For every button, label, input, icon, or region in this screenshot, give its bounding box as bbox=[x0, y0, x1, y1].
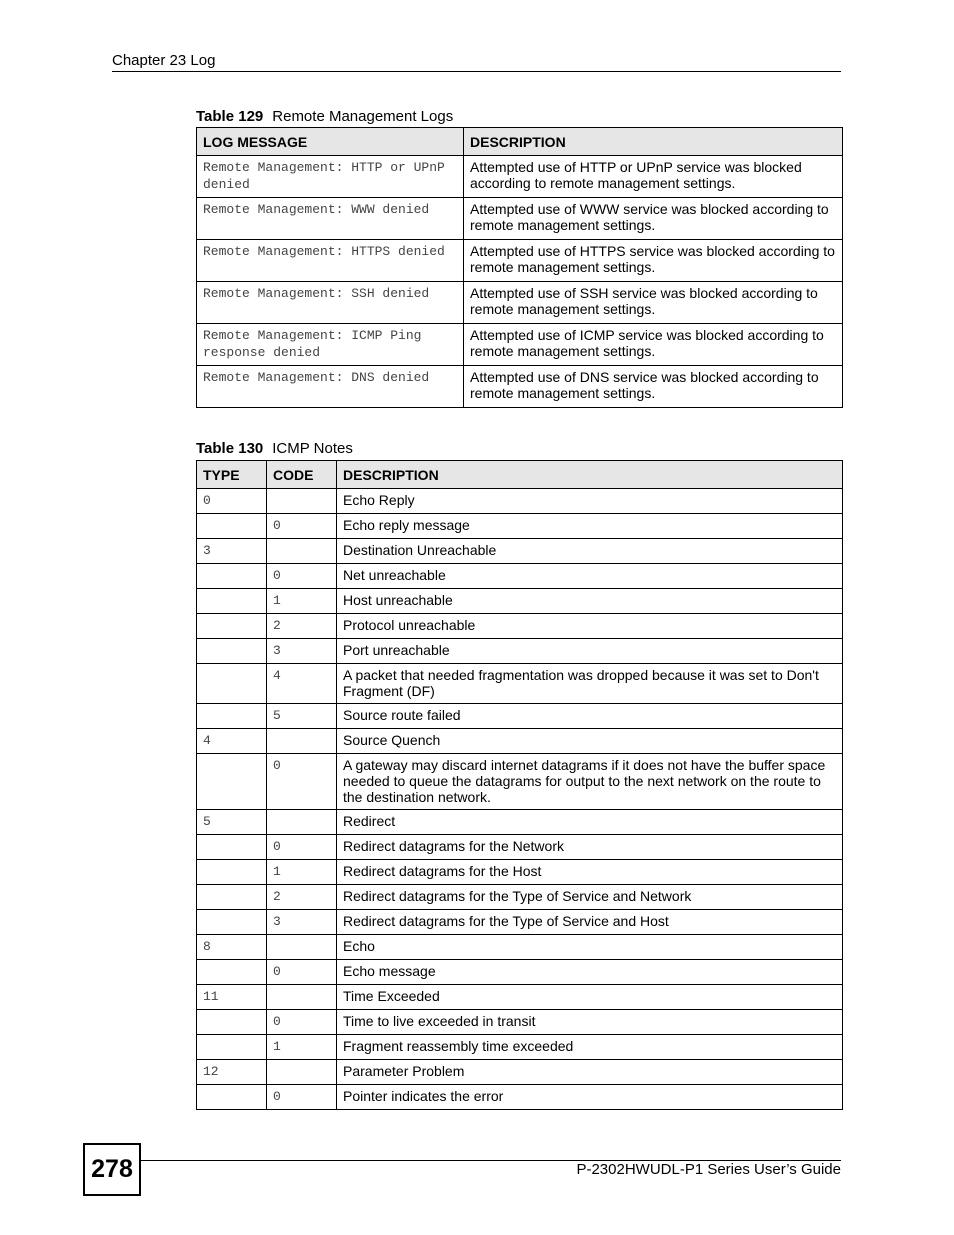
code-cell: 2 bbox=[267, 885, 337, 910]
description-cell: A gateway may discard internet datagrams if it does not have the buffer space needed to queue the datagrams for output to the next network on the route to the destination network. bbox=[337, 754, 843, 810]
table-row bbox=[197, 885, 843, 910]
description-cell: Pointer indicates the error bbox=[337, 1085, 843, 1110]
description-cell: Redirect datagrams for the Network bbox=[337, 835, 843, 860]
description-cell: Echo reply message bbox=[337, 514, 843, 539]
code-cell bbox=[267, 810, 337, 835]
table-129-caption bbox=[196, 108, 453, 126]
code-cell: 1 bbox=[267, 1035, 337, 1060]
description-cell: Protocol unreachable bbox=[337, 614, 843, 639]
table-row bbox=[197, 729, 843, 754]
type-cell: 0 bbox=[197, 489, 267, 514]
type-cell bbox=[197, 1010, 267, 1035]
description-cell: Attempted use of HTTPS service was blocked according to remote management settings. bbox=[464, 240, 843, 282]
code-cell: 0 bbox=[267, 754, 337, 810]
table-row bbox=[197, 282, 843, 324]
column-header-description: DESCRIPTION bbox=[337, 461, 843, 489]
table-row bbox=[197, 754, 843, 810]
table-row bbox=[197, 960, 843, 985]
table-129-number: Table 129 bbox=[196, 108, 264, 125]
type-cell: 3 bbox=[197, 539, 267, 564]
code-cell bbox=[267, 539, 337, 564]
table-row bbox=[197, 614, 843, 639]
log-message-cell: Remote Management: HTTPS denied bbox=[197, 240, 464, 282]
type-cell: 5 bbox=[197, 810, 267, 835]
type-cell bbox=[197, 614, 267, 639]
description-cell: Echo bbox=[337, 935, 843, 960]
guide-title: P-2302HWUDL-P1 Series User’s Guide bbox=[576, 1161, 841, 1178]
table-row bbox=[197, 985, 843, 1010]
description-cell: Port unreachable bbox=[337, 639, 843, 664]
table-row bbox=[197, 589, 843, 614]
description-cell: Echo message bbox=[337, 960, 843, 985]
description-cell: Echo Reply bbox=[337, 489, 843, 514]
log-message-cell: Remote Management: DNS denied bbox=[197, 366, 464, 408]
code-cell: 1 bbox=[267, 860, 337, 885]
type-cell bbox=[197, 835, 267, 860]
table-129-title: Remote Management Logs bbox=[272, 108, 454, 125]
column-header-log-message: LOG MESSAGE bbox=[197, 128, 464, 156]
table-row bbox=[197, 810, 843, 835]
log-message-cell: Remote Management: SSH denied bbox=[197, 282, 464, 324]
code-cell: 1 bbox=[267, 589, 337, 614]
table-130-caption bbox=[196, 440, 353, 458]
type-cell bbox=[197, 639, 267, 664]
description-cell: Net unreachable bbox=[337, 564, 843, 589]
code-cell: 0 bbox=[267, 835, 337, 860]
description-cell: Time to live exceeded in transit bbox=[337, 1010, 843, 1035]
type-cell: 11 bbox=[197, 985, 267, 1010]
description-cell: Redirect datagrams for the Host bbox=[337, 860, 843, 885]
description-cell: Redirect datagrams for the Type of Service and Network bbox=[337, 885, 843, 910]
description-cell: Attempted use of WWW service was blocked according to remote management settings. bbox=[464, 198, 843, 240]
type-cell bbox=[197, 910, 267, 935]
column-header-type: TYPE bbox=[197, 461, 267, 489]
type-cell bbox=[197, 1035, 267, 1060]
description-cell: Attempted use of ICMP service was blocked according to remote management settings. bbox=[464, 324, 843, 366]
table-row bbox=[197, 324, 843, 366]
code-cell bbox=[267, 729, 337, 754]
code-cell: 0 bbox=[267, 1085, 337, 1110]
table-row bbox=[197, 1085, 843, 1110]
description-cell: Attempted use of SSH service was blocked according to remote management settings. bbox=[464, 282, 843, 324]
code-cell: 3 bbox=[267, 639, 337, 664]
type-cell bbox=[197, 885, 267, 910]
table-row bbox=[197, 514, 843, 539]
code-cell: 0 bbox=[267, 514, 337, 539]
description-cell: A packet that needed fragmentation was dropped because it was set to Don't Fragment (DF) bbox=[337, 664, 843, 704]
log-message-cell: Remote Management: HTTP or UPnP denied bbox=[197, 156, 464, 198]
type-cell: 12 bbox=[197, 1060, 267, 1085]
type-cell bbox=[197, 664, 267, 704]
code-cell bbox=[267, 489, 337, 514]
description-cell: Attempted use of DNS service was blocked according to remote management settings. bbox=[464, 366, 843, 408]
code-cell bbox=[267, 985, 337, 1010]
log-message-cell: Remote Management: WWW denied bbox=[197, 198, 464, 240]
description-cell: Destination Unreachable bbox=[337, 539, 843, 564]
description-cell: Redirect bbox=[337, 810, 843, 835]
icmp-notes-table bbox=[196, 460, 843, 1110]
table-row bbox=[197, 860, 843, 885]
column-header-description: DESCRIPTION bbox=[464, 128, 843, 156]
table-row bbox=[197, 240, 843, 282]
code-cell: 0 bbox=[267, 960, 337, 985]
type-cell bbox=[197, 514, 267, 539]
table-row bbox=[197, 704, 843, 729]
table-header-row bbox=[197, 128, 843, 156]
description-cell: Parameter Problem bbox=[337, 1060, 843, 1085]
chapter-header: Chapter 23 Log bbox=[112, 52, 841, 72]
code-cell bbox=[267, 935, 337, 960]
description-cell: Redirect datagrams for the Type of Service and Host bbox=[337, 910, 843, 935]
type-cell bbox=[197, 704, 267, 729]
type-cell bbox=[197, 589, 267, 614]
column-header-code: CODE bbox=[267, 461, 337, 489]
code-cell: 4 bbox=[267, 664, 337, 704]
page-number: 278 bbox=[83, 1143, 141, 1196]
type-cell bbox=[197, 564, 267, 589]
type-cell: 8 bbox=[197, 935, 267, 960]
description-cell: Attempted use of HTTP or UPnP service was blocked according to remote management settings. bbox=[464, 156, 843, 198]
table-row bbox=[197, 539, 843, 564]
code-cell: 0 bbox=[267, 564, 337, 589]
table-row bbox=[197, 1060, 843, 1085]
description-cell: Fragment reassembly time exceeded bbox=[337, 1035, 843, 1060]
table-130-number: Table 130 bbox=[196, 440, 264, 457]
type-cell bbox=[197, 1085, 267, 1110]
table-row bbox=[197, 1010, 843, 1035]
table-row bbox=[197, 935, 843, 960]
table-row bbox=[197, 664, 843, 704]
type-cell bbox=[197, 860, 267, 885]
table-row bbox=[197, 910, 843, 935]
description-cell: Source route failed bbox=[337, 704, 843, 729]
description-cell: Time Exceeded bbox=[337, 985, 843, 1010]
table-row bbox=[197, 639, 843, 664]
type-cell bbox=[197, 960, 267, 985]
table-row bbox=[197, 198, 843, 240]
table-row bbox=[197, 835, 843, 860]
table-row bbox=[197, 489, 843, 514]
code-cell bbox=[267, 1060, 337, 1085]
remote-management-logs-table bbox=[196, 127, 843, 408]
type-cell bbox=[197, 754, 267, 810]
code-cell: 3 bbox=[267, 910, 337, 935]
description-cell: Host unreachable bbox=[337, 589, 843, 614]
table-row bbox=[197, 564, 843, 589]
table-130-title: ICMP Notes bbox=[272, 440, 353, 457]
log-message-cell: Remote Management: ICMP Ping response denied bbox=[197, 324, 464, 366]
table-row bbox=[197, 1035, 843, 1060]
description-cell: Source Quench bbox=[337, 729, 843, 754]
type-cell: 4 bbox=[197, 729, 267, 754]
code-cell: 5 bbox=[267, 704, 337, 729]
code-cell: 0 bbox=[267, 1010, 337, 1035]
table-row bbox=[197, 366, 843, 408]
table-row bbox=[197, 156, 843, 198]
code-cell: 2 bbox=[267, 614, 337, 639]
table-header-row bbox=[197, 461, 843, 489]
